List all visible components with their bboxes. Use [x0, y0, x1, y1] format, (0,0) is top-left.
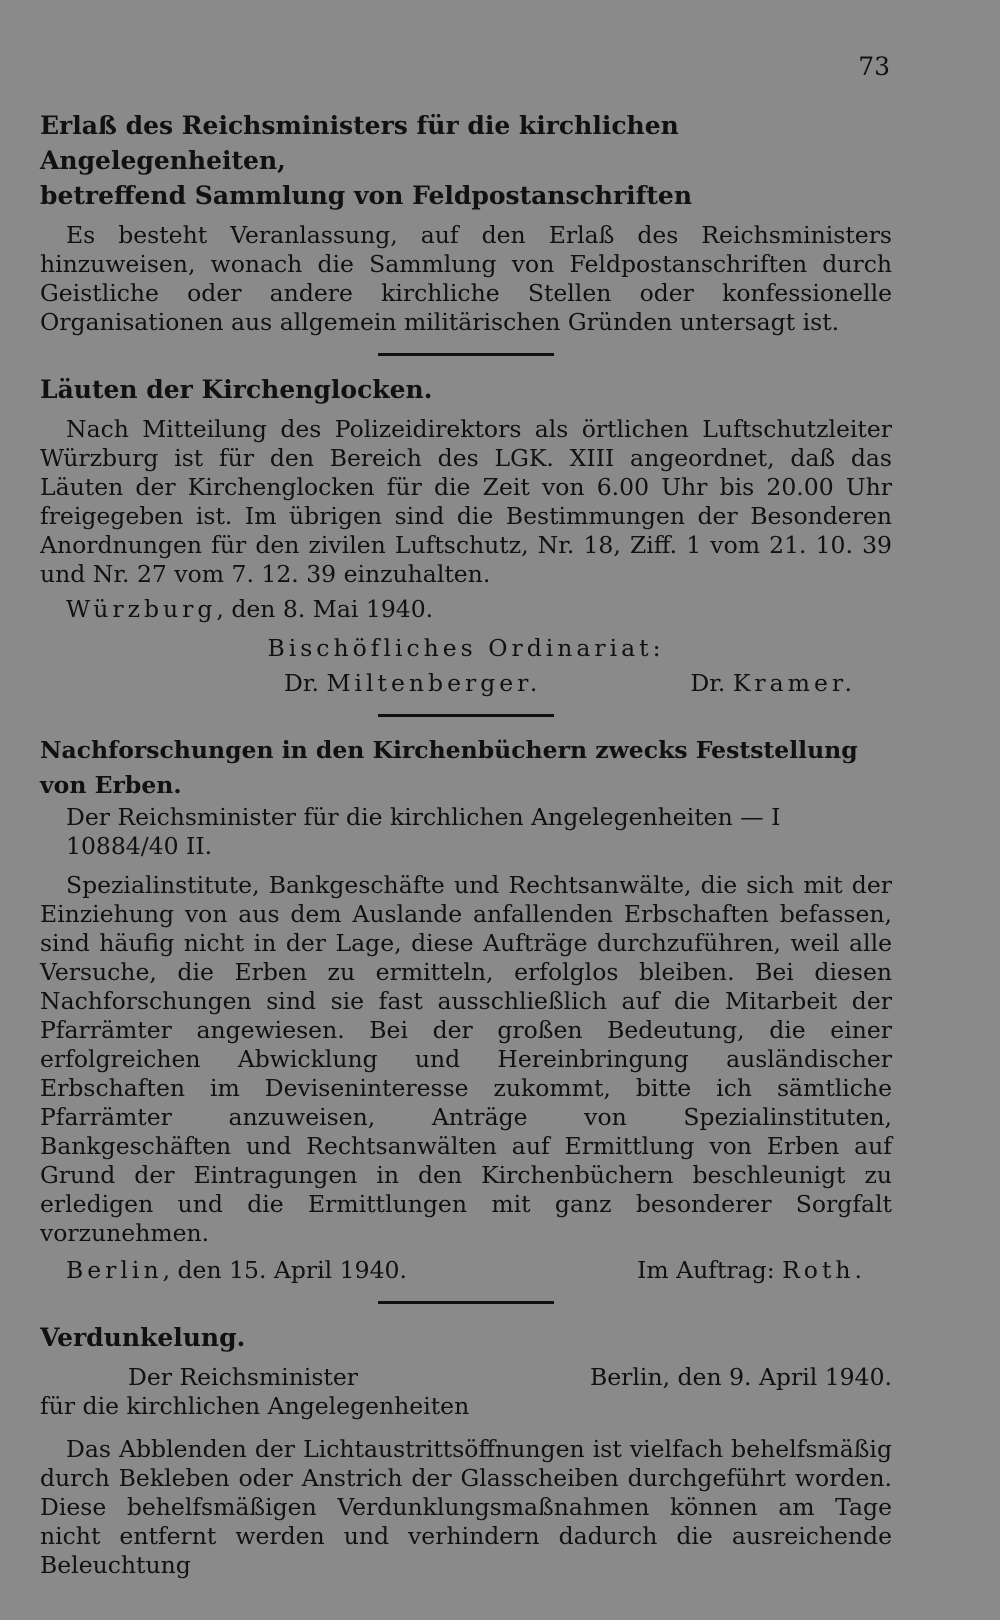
section-heading: Erlaß des Reichsministers für die kirchlichen Angelegenheiten, [40, 111, 679, 175]
signature-miltenberger: Dr. Miltenberger. [284, 669, 542, 697]
sender-line-cont: für die kirchlichen Angelegenheiten [40, 1392, 470, 1420]
signoff-name: Roth. [782, 1256, 866, 1284]
section-body: Nach Mitteilung des Polizeidirektors als örtlichen Luftschutzleiter Würzburg ist für den Bereich des LGK. XIII angeordnet, daß das Läuten der Kirchenglocken für die Zeit von 6.00 Uhr bis 20.00 Uhr freigegeben ist. Im übrigen sind die Bestimmungen der Besonderen Anordnungen für den zivilen Luftschutz, Nr. 18, Ziff. 1 vom 21. 10. 39 und Nr. 27 vom 7. 12. 39 einzuhalten. [40, 415, 892, 588]
section-body: Das Abblenden der Lichtaustrittsöffnungen ist vielfach behelfsmäßig durch Bekleben oder Anstrich der Glasscheiben durchgeführt worden. Diese behelfsmäßigen Verdunklungsmaßnahmen können am Tage nicht entfernt werden und verhindern dadurch die ausreichende Beleuchtung [40, 1435, 892, 1579]
section-feldpost [40, 108, 892, 337]
section-kirchenbuecher [40, 733, 892, 1285]
dateline [66, 1256, 407, 1285]
dateline [40, 595, 892, 624]
page-content [40, 108, 892, 1580]
page-number: 73 [858, 52, 890, 81]
section-heading: Läuten der Kirchenglocken. [40, 375, 433, 404]
section-divider [378, 353, 554, 356]
sender-line: Der Reichsminister [128, 1363, 359, 1391]
signatures [40, 669, 892, 698]
dateline-row [40, 1256, 892, 1285]
section-body: Es besteht Veranlassung, auf den Erlaß des Reichsministers hinzuweisen, wonach die Sammlung von Feldpostanschriften durch Geistliche oder andere kirchliche Stellen oder konfessionelle Organisationen aus allgemein militärischen Gründen untersagt ist. [40, 221, 892, 336]
section-heading: Nachforschungen in den Kirchenbüchern zwecks Feststellung von Erben. [40, 736, 858, 799]
section-divider [378, 1301, 554, 1304]
section-heading-cont: betreffend Sammlung von Feldpostanschriften [40, 181, 693, 210]
signoff: Im Auftrag: Roth. [637, 1256, 866, 1284]
issuing-office: Bischöfliches Ordinariat: [267, 634, 665, 662]
section-subline: Der Reichsminister für die kirchlichen Angelegenheiten — I 10884/40 II. [66, 803, 781, 860]
section-verdunkelung [40, 1320, 892, 1580]
section-heading: Verdunkelung. [40, 1323, 246, 1352]
dateline: Berlin, den 9. April 1940. [590, 1363, 892, 1391]
signature-kramer: Dr. Kramer. [690, 669, 856, 697]
dateline-date: , den 15. April 1940. [162, 1256, 407, 1284]
dateline-place: Würzburg [66, 595, 217, 623]
section-glocken [40, 372, 892, 698]
sender-row [40, 1363, 892, 1392]
dateline-place: Berlin [66, 1256, 163, 1284]
section-divider [378, 714, 554, 717]
section-body: Spezialinstitute, Bankgeschäfte und Rechtsanwälte, die sich mit der Einziehung von aus dem Auslande anfallenden Erbschaften befassen, sind häufig nicht in der Lage, diese Aufträge durchzuführen, weil alle Versuche, die Erben zu ermitteln, erfolglos bleiben. Bei diesen Nachforschungen sind sie fast ausschließlich auf die Mitarbeit der Pfarrämter angewiesen. Bei der großen Bedeutung, die einer erfolgreichen Abwicklung und Hereinbringung ausländischer Erbschaften im Deviseninteresse zukommt, bitte ich sämtliche Pfarrämter anzuweisen, Anträge von Spezialinstituten, Bankgeschäften und Rechtsanwälten auf Ermittlung von Erben auf Grund der Eintragungen in den Kirchenbüchern beschleunigt zu erledigen und die Ermittlungen mit ganz besonderer Sorgfalt vorzunehmen. [40, 871, 892, 1247]
dateline-date: , den 8. Mai 1940. [216, 595, 434, 623]
